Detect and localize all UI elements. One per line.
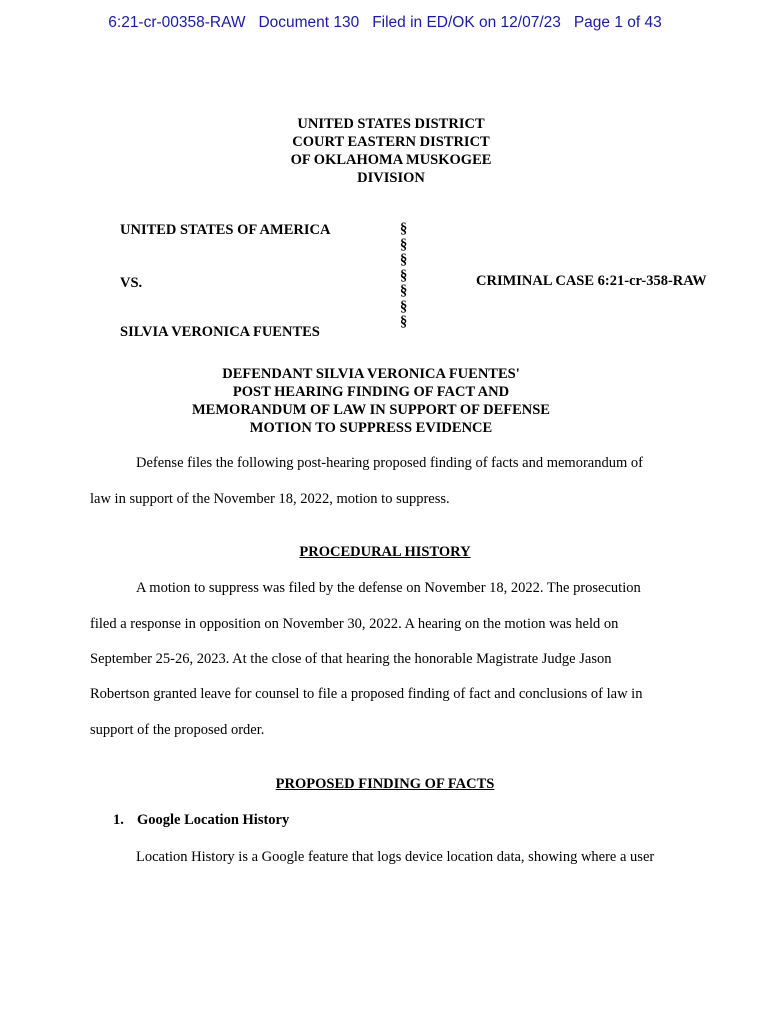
section-mark: §	[400, 283, 408, 299]
procedural-history-line: September 25-26, 2023. At the close of that hearing the honorable Magistrate Judge Jason	[90, 651, 612, 667]
header-case-number: 6:21-cr-00358-RAW	[108, 14, 246, 31]
section-mark: §	[400, 267, 408, 284]
header-filed: Filed in ED/OK on 12/07/23	[372, 14, 561, 31]
procedural-history-line: support of the proposed order.	[90, 722, 265, 738]
findings-item-heading	[113, 812, 289, 829]
motion-title-line: DEFENDANT SILVIA VERONICA FUENTES'	[222, 366, 520, 382]
motion-title-line: MOTION TO SUPPRESS EVIDENCE	[249, 420, 493, 436]
intro-line: law in support of the November 18, 2022, motion to suppress.	[90, 491, 450, 507]
section-mark: §	[400, 314, 408, 330]
court-title	[250, 115, 532, 187]
header-document: Document 130	[258, 14, 360, 31]
court-title-line: COURT EASTERN DISTRICT	[292, 134, 490, 150]
procedural-history-line: Robertson granted leave for counsel to file a proposed finding of fact and conclusions of law in	[90, 686, 643, 702]
proposed-findings-heading: PROPOSED FINDING OF FACTS	[275, 776, 495, 792]
procedural-history-line: filed a response in opposition on November 30, 2022. A hearing on the motion was held on	[90, 616, 619, 632]
procedural-history-line: A motion to suppress was filed by the defense on November 18, 2022. The prosecution	[136, 580, 641, 596]
motion-title	[150, 365, 592, 437]
caption-versus: VS.	[120, 275, 143, 291]
findings-item-number: 1.	[113, 812, 124, 828]
filing-header	[0, 14, 770, 32]
motion-title-line: MEMORANDUM OF LAW IN SUPPORT OF DEFENSE	[192, 402, 550, 418]
section-marks-column	[400, 222, 407, 331]
header-page: Page 1 of 43	[573, 14, 662, 31]
section-mark: §	[400, 236, 408, 253]
section-mark: §	[400, 298, 408, 315]
procedural-history-heading: PROCEDURAL HISTORY	[299, 544, 471, 560]
findings-item-title: Google Location History	[137, 812, 290, 828]
section-mark: §	[400, 221, 408, 237]
caption-plaintiff: UNITED STATES OF AMERICA	[120, 222, 331, 238]
court-title-line: OF OKLAHOMA MUSKOGEE	[290, 152, 492, 168]
findings-line: Location History is a Google feature that logs device location data, showing where a user	[136, 849, 655, 865]
court-title-line: DIVISION	[357, 170, 425, 186]
criminal-case-number: CRIMINAL CASE 6:21-cr-358-RAW	[476, 273, 707, 289]
court-title-line: UNITED STATES DISTRICT	[297, 116, 485, 132]
motion-title-line: POST HEARING FINDING OF FACT AND	[232, 384, 510, 400]
caption-defendant: SILVIA VERONICA FUENTES	[120, 324, 320, 340]
intro-line: Defense files the following post-hearing proposed finding of facts and memorandum of	[136, 455, 643, 471]
section-mark: §	[400, 252, 408, 268]
